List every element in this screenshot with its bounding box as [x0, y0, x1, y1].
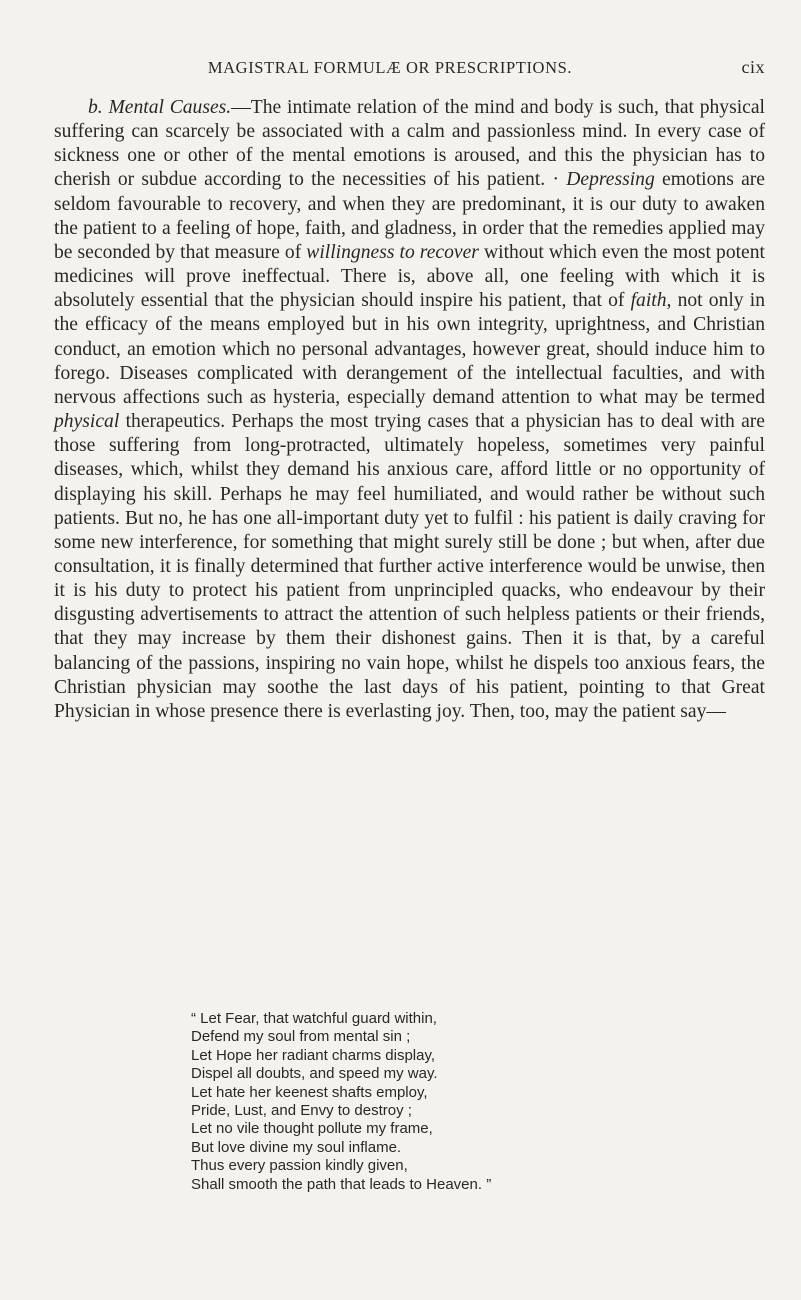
- verse-quotation: [191, 1010, 691, 1194]
- emphasis-physical: physical: [54, 411, 120, 433]
- verse-line: Dispel all doubts, and speed my way.: [191, 1065, 438, 1083]
- verse-line: Pride, Lust, and Envy to destroy ;: [191, 1102, 412, 1120]
- verse-line: Let hate her keenest shafts employ,: [191, 1083, 428, 1101]
- paragraph-text-2: emotions are seldom favourable to recovery, and when they are predominant, it is our duty to awaken the patient to a feeling of hope, faith, and gladness, in order that the remedies applied may be seconded by that measure of: [54, 169, 765, 263]
- paragraph-intro: —The intimate relation of the mind and body is such, that physical suffering can scarcely be associated with a calm and passionless mind. In every case of sickness one or other of the mental emotions is aroused, and this the physician has to cherish or subdue according to the necessities of his patient. ·: [54, 97, 765, 191]
- page-number: cix: [741, 57, 765, 77]
- paragraph-text-4: not only in the efficacy of the means employed but in his own integrity, uprightness, and Christian conduct, an emotion which no personal advantages, however great, should induce him to forego. Diseases complicated with derangement of the intellectual faculties, and with nervous affections such as hysteria, especially demand attention to what may be termed: [54, 290, 766, 408]
- running-title: MAGISTRAL FORMULÆ OR PRESCRIPTIONS.: [207, 58, 573, 77]
- verse-line: Thus every passion kindly given,: [191, 1157, 408, 1175]
- body-paragraph: [54, 96, 765, 724]
- verse-line: “ Let Fear, that watchful guard within,: [191, 1010, 437, 1027]
- emphasis-depressing: Depressing: [566, 169, 655, 191]
- verse-line: But love divine my soul inflame.: [191, 1138, 402, 1156]
- verse-line: Let Hope her radiant charms display,: [191, 1046, 436, 1064]
- section-title: Mental Causes.: [108, 97, 232, 118]
- emphasis-willingness: willingness to recover: [306, 241, 479, 263]
- paragraph-text-3: without which even the most potent medicines will prove ineffectual. There is, above all, one feeling with which it is absolutely essential that the physician should inspire his patient, that of: [54, 241, 765, 312]
- paragraph-text-5: therapeutics. Perhaps the most trying cases that a physician has to deal with are those suffering from long-protracted, ultimately hopeless, sometimes very painful diseases, which, whilst they demand his anxious care, afford little or no opportunity of displaying his skill. Perhaps he may feel humiliated, and would rather be without such patients. But no, he has one all-important duty yet to fulfil : his patient is daily craving for some new interference, for something that might surely still be done ; but when, after due consultation, it is finally determined that further active interference would be unwise, then it is his duty to protect his patient from unprincipled quacks, who endeavour by their disgusting advertisements to attract the attention of such helpless patients or their friends, that they may increase by them their dishonest gains. Then it is that, by a careful balancing of the passions, inspiring no vain hope, whilst he dispels too anxious fears, the Christian physician may soothe the last days of his patient, pointing to that Great Physician in whose presence there is everlasting joy. Then, too, may the patient say—: [54, 411, 765, 722]
- verse-line: Shall smooth the path that leads to Heaven. ”: [191, 1175, 492, 1193]
- emphasis-faith: faith,: [630, 290, 672, 312]
- verse-line: Let no vile thought pollute my frame,: [191, 1120, 433, 1138]
- verse-line: Defend my soul from mental sin ;: [191, 1028, 411, 1046]
- section-number: b.: [88, 97, 103, 118]
